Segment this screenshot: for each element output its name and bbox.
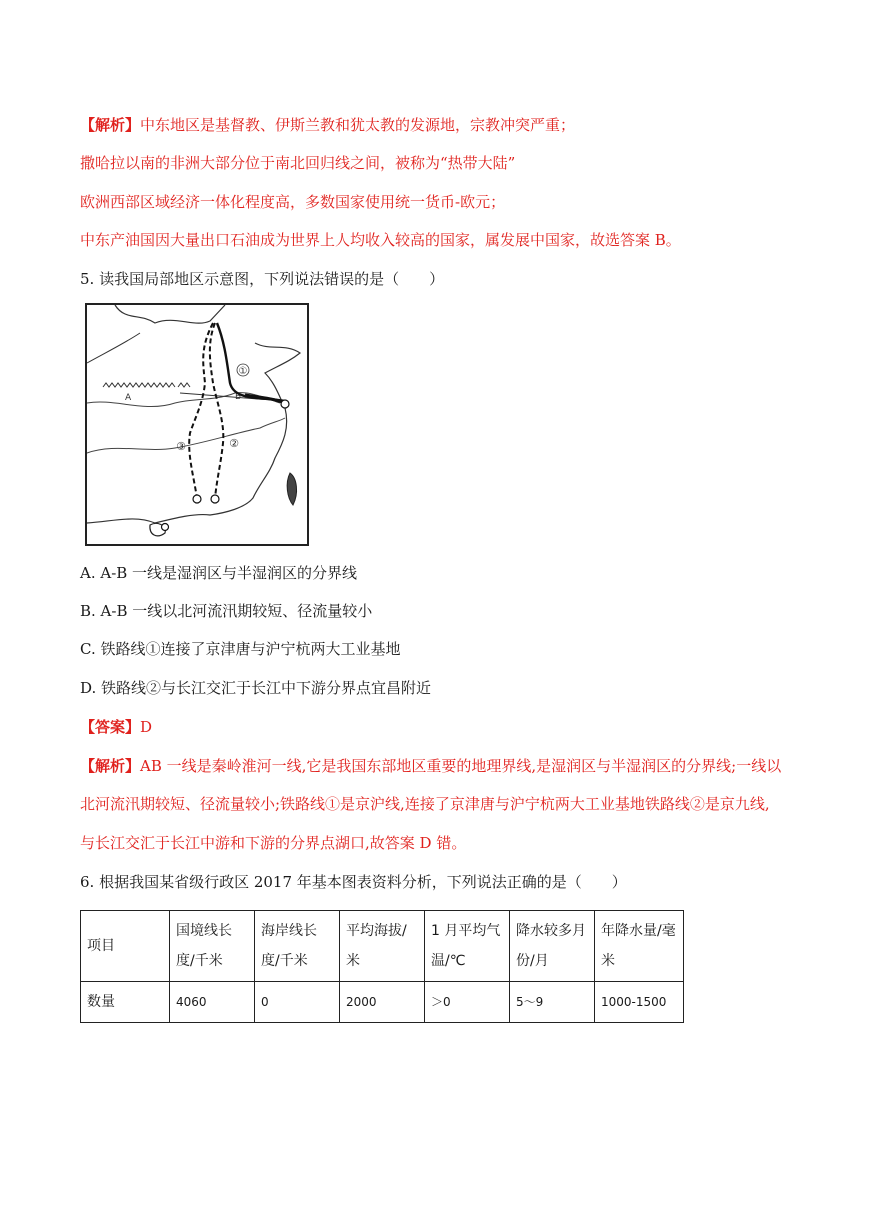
q5-answer (80, 716, 152, 738)
table-cell: 4060 (170, 982, 255, 1023)
q5-option-d: D. 铁路线②与长江交汇于长江中下游分界点宜昌附近 (80, 679, 432, 697)
map-label-b: B (235, 392, 242, 402)
table-cell: 海岸线长度/千米 (255, 911, 340, 982)
analysis-tag: 【解析】 (80, 116, 141, 134)
table-cell: 1 月平均气温/℃ (425, 911, 510, 982)
map-label-a: A (125, 393, 132, 403)
table-cell: 国境线长度/千米 (170, 911, 255, 982)
table-cell: 1000-1500 (595, 982, 684, 1023)
map-frame (86, 304, 308, 545)
prev-analysis-line-4: 中东产油国因大量出口石油成为世界上人均收入较高的国家，属发展中国家，故选答案 B。 (80, 231, 681, 249)
map-label-railway-2: ② (229, 437, 239, 450)
q5-option-a: A. A-B 一线是湿润区与半湿润区的分界线 (80, 564, 358, 582)
map-city-shenzhen (211, 495, 219, 503)
table-cell: ＞0 (425, 982, 510, 1023)
table-cell: 年降水量/毫米 (595, 911, 684, 982)
map-label-railway-1: ① (238, 366, 248, 377)
map-city-guangzhou (193, 495, 201, 503)
analysis-tag: 【解析】 (80, 757, 141, 775)
province-data-table (80, 910, 684, 1023)
prev-analysis-line-3: 欧洲西部区域经济一体化程度高，多数国家使用统一货币-欧元； (80, 193, 506, 211)
question-6-stem: 6. 根据我国某省级行政区 2017 年基本图表资料分析，下列说法正确的是（ ） (80, 873, 627, 891)
table-cell: 0 (255, 982, 340, 1023)
table-cell: 数量 (81, 982, 170, 1023)
table-cell: 5～9 (510, 982, 595, 1023)
table-cell: 平均海拔/米 (340, 911, 425, 982)
table-cell: 降水较多月份/月 (510, 911, 595, 982)
q5-analysis-line-1: 【解析】AB 一线是秦岭淮河一线,它是我国东部地区重要的地理界线,是湿润区与半湿润区的分界线;一线以 (80, 757, 782, 775)
table-header-row (81, 911, 684, 982)
question-5-stem: 5. 读我国局部地区示意图，下列说法错误的是（ ） (80, 270, 445, 288)
map-city-haikou (162, 524, 169, 531)
q5-analysis-line-2: 北河流汛期较短、径流量较小;铁路线①是京沪线,连接了京津唐与沪宁杭两大工业基地铁路线②是京九线, (80, 795, 770, 813)
answer-tag: 【答案】 (80, 718, 141, 736)
china-partial-map (85, 303, 309, 546)
q5-option-c: C. 铁路线①连接了京津唐与沪宁杭两大工业基地 (80, 640, 401, 658)
answer-value: D (140, 718, 153, 736)
q5-option-b: B. A-B 一线以北河流汛期较短、径流量较小 (80, 602, 373, 620)
map-label-railway-3: ③ (176, 440, 186, 453)
q5-analysis-line-3: 与长江交汇于长江中游和下游的分界点湖口,故答案 D 错。 (80, 834, 467, 852)
table-row (81, 982, 684, 1023)
table-cell: 项目 (81, 911, 170, 982)
prev-analysis-line-2: 撒哈拉以南的非洲大部分位于南北回归线之间，被称为“热带大陆” (80, 154, 516, 172)
map-city-shanghai (281, 400, 289, 408)
table-cell: 2000 (340, 982, 425, 1023)
prev-analysis-line-1: 【解析】中东地区是基督教、伊斯兰教和犹太教的发源地，宗教冲突严重； (80, 116, 576, 134)
